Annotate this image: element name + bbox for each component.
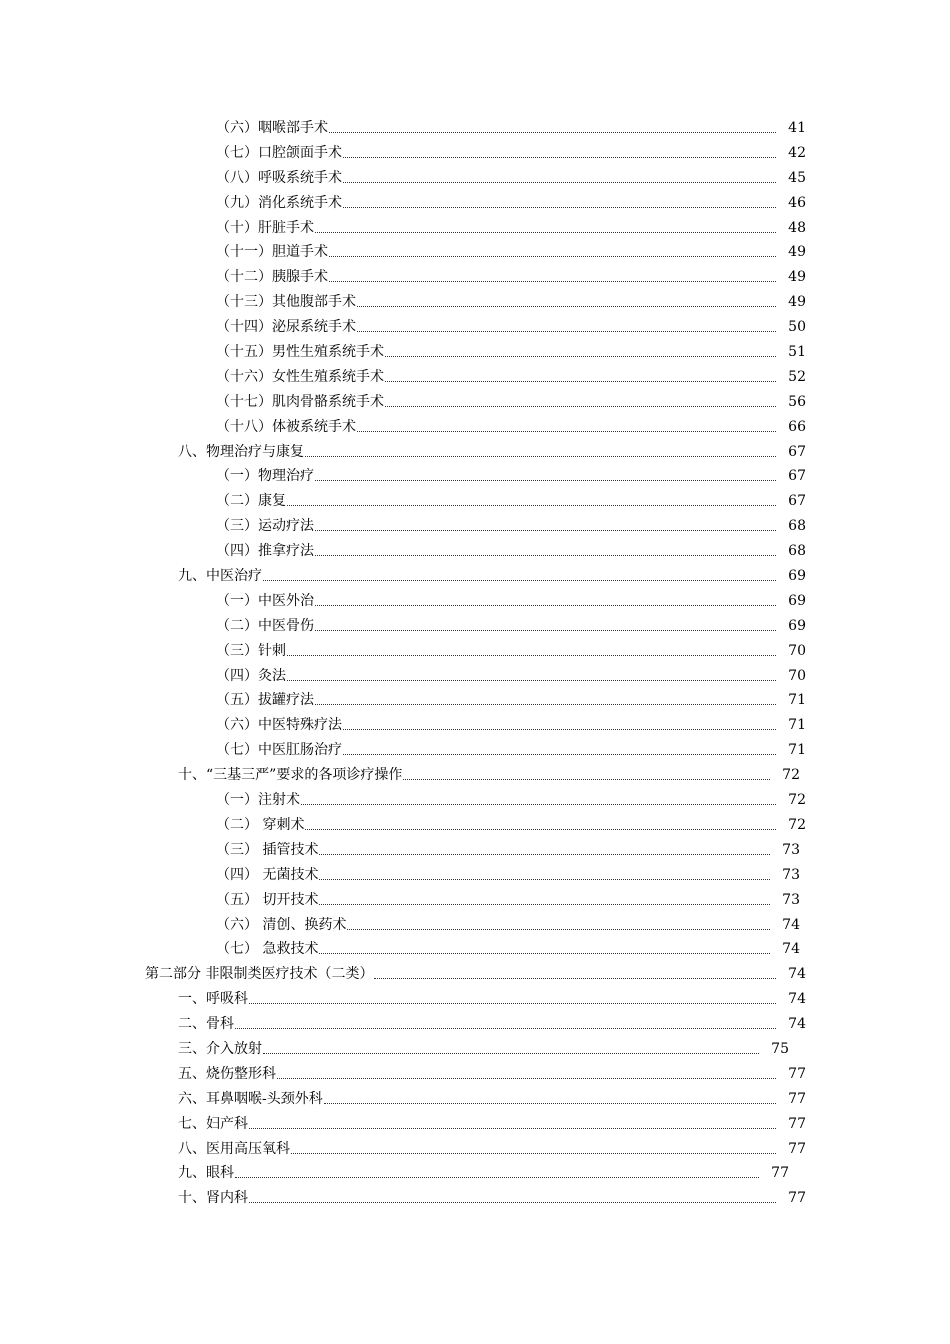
toc-entry[interactable]	[0, 514, 950, 539]
toc-entry-page-number: 70	[788, 642, 806, 659]
toc-entry-page-number: 49	[788, 244, 806, 261]
toc-entry-page-number: 66	[788, 418, 806, 435]
toc-entry[interactable]	[0, 191, 950, 216]
toc-entry[interactable]	[0, 962, 950, 987]
toc-entry-page-number: 46	[788, 194, 806, 211]
toc-entry-title: （三）运动疗法	[216, 518, 314, 535]
toc-entry-page-number: 67	[788, 443, 806, 460]
toc-entry-page-number: 51	[788, 344, 806, 361]
toc-entry-page-number: 67	[788, 493, 806, 510]
toc-entry-title: 十、“三基三严”要求的各项诊疗操作	[178, 767, 403, 784]
toc-entry[interactable]	[0, 290, 950, 315]
toc-entry-title: （六）中医特殊疗法	[216, 717, 342, 734]
dot-leader	[403, 763, 770, 788]
toc-entry-title: 九、眼科	[178, 1165, 234, 1182]
toc-entry-title: 五、烧伤整形科	[178, 1065, 276, 1082]
dot-leader	[329, 240, 776, 265]
toc-entry-page-number: 74	[788, 966, 806, 983]
toc-entry[interactable]	[0, 539, 950, 564]
toc-entry[interactable]	[0, 738, 950, 763]
toc-entry-page-number: 74	[788, 1016, 806, 1033]
toc-entry-title: （一）注射术	[216, 792, 300, 809]
toc-entry-page-number: 74	[788, 991, 806, 1008]
dot-leader	[315, 688, 776, 713]
dot-leader	[277, 1062, 776, 1087]
toc-entry-title: （七）中医肛肠治疗	[216, 742, 342, 759]
toc-entry[interactable]	[0, 863, 950, 888]
toc-entry-page-number: 69	[788, 617, 806, 634]
toc-entry[interactable]	[0, 1137, 950, 1162]
toc-entry-title: （二） 穿刺术	[216, 816, 305, 833]
toc-entry-title: 第二部分 非限制类医疗技术（二类）	[145, 966, 374, 983]
dot-leader	[305, 813, 776, 838]
toc-entry[interactable]	[0, 1012, 950, 1037]
toc-entry-title: （二）中医骨伤	[216, 617, 314, 634]
toc-entry[interactable]	[0, 390, 950, 415]
toc-entry-title: （四） 无菌技术	[216, 866, 319, 883]
toc-entry-page-number: 71	[788, 717, 806, 734]
toc-entry-page-number: 41	[788, 120, 806, 136]
dot-leader	[291, 1137, 776, 1162]
toc-entry-page-number: 71	[788, 692, 806, 709]
dot-leader	[263, 564, 776, 589]
dot-leader	[329, 116, 776, 141]
toc-entry-page-number: 74	[782, 941, 800, 958]
toc-entry[interactable]	[0, 415, 950, 440]
toc-entry-title: （十七）肌肉骨骼系统手术	[216, 393, 384, 410]
dot-leader	[357, 290, 776, 315]
dot-leader	[357, 415, 776, 440]
dot-leader	[315, 589, 776, 614]
toc-entry[interactable]	[0, 265, 950, 290]
toc-entry-title: （六） 清创、换药术	[216, 916, 347, 933]
dot-leader	[324, 1087, 776, 1112]
toc-entry-title: （十四）泌尿系统手术	[216, 319, 356, 336]
toc-entry-title: （十三）其他腹部手术	[216, 294, 356, 311]
toc-entry-title: （三）针刺	[216, 642, 286, 659]
toc-entry-page-number: 72	[788, 792, 806, 809]
dot-leader	[301, 788, 776, 813]
toc-entry-page-number: 77	[788, 1190, 806, 1207]
toc-entry[interactable]	[0, 1062, 950, 1087]
toc-entry[interactable]	[0, 1161, 950, 1186]
toc-entry-page-number: 77	[788, 1115, 806, 1132]
toc-entry[interactable]	[0, 365, 950, 390]
dot-leader	[263, 1037, 759, 1062]
dot-leader	[249, 1186, 776, 1211]
toc-entry[interactable]	[0, 888, 950, 913]
toc-entry-title: （五） 切开技术	[216, 891, 319, 908]
toc-entry-title: 九、中医治疗	[178, 568, 262, 585]
toc-entry-title: 八、医用高压氧科	[178, 1140, 290, 1157]
toc-entry-page-number: 48	[788, 219, 806, 236]
toc-entry-page-number: 50	[788, 319, 806, 336]
dot-leader	[249, 987, 776, 1012]
toc-entry[interactable]	[0, 614, 950, 639]
toc-entry-title: （七）口腔颌面手术	[216, 144, 342, 161]
toc-entry[interactable]	[0, 813, 950, 838]
dot-leader	[343, 738, 776, 763]
toc-entry-page-number: 72	[782, 767, 800, 784]
toc-entry-page-number: 77	[788, 1090, 806, 1107]
toc-entry[interactable]	[0, 713, 950, 738]
toc-entry-page-number: 68	[788, 518, 806, 535]
dot-leader	[249, 1112, 776, 1137]
toc-entry-title: （二）康复	[216, 493, 286, 510]
toc-entry[interactable]	[0, 1112, 950, 1137]
toc-entry[interactable]	[0, 1037, 950, 1062]
toc-entry[interactable]	[0, 639, 950, 664]
toc-entry-title: （六）咽喉部手术	[216, 120, 328, 136]
toc-entry-page-number: 73	[782, 866, 800, 883]
dot-leader	[287, 489, 776, 514]
toc-entry-page-number: 75	[771, 1040, 789, 1057]
dot-leader	[357, 315, 776, 340]
toc-entry-title: 十、肾内科	[178, 1190, 248, 1207]
toc-entry[interactable]	[0, 688, 950, 713]
toc-entry-title: 三、介入放射	[178, 1040, 262, 1057]
toc-entry[interactable]	[0, 913, 950, 938]
toc-entry-page-number: 70	[788, 667, 806, 684]
dot-leader	[305, 440, 776, 465]
toc-entry-page-number: 49	[788, 269, 806, 286]
toc-entry-title: 八、物理治疗与康复	[178, 443, 304, 460]
toc-entry-title: （一）中医外治	[216, 592, 314, 609]
toc-entry-page-number: 73	[782, 841, 800, 858]
toc-entry[interactable]	[0, 763, 950, 788]
toc-entry-page-number: 69	[788, 592, 806, 609]
toc-entry-page-number: 72	[788, 816, 806, 833]
toc-entry[interactable]	[0, 464, 950, 489]
toc-entry-title: （八）呼吸系统手术	[216, 169, 342, 186]
toc-entry-title: （十八）体被系统手术	[216, 418, 356, 435]
toc-entry[interactable]	[0, 937, 950, 962]
toc-entry-title: 二、骨科	[178, 1016, 234, 1033]
toc-entry[interactable]	[0, 315, 950, 340]
dot-leader	[347, 913, 770, 938]
toc-entry-page-number: 68	[788, 543, 806, 560]
dot-leader	[385, 390, 776, 415]
toc-entry-title: （一）物理治疗	[216, 468, 314, 485]
toc-entry-page-number: 45	[788, 169, 806, 186]
dot-leader	[315, 464, 776, 489]
toc-entry-title: （十）肝脏手术	[216, 219, 314, 236]
toc-entry-title: （五）拔罐疗法	[216, 692, 314, 709]
toc-entry-title: （十一）胆道手术	[216, 244, 328, 261]
dot-leader	[319, 838, 770, 863]
dot-leader	[343, 141, 776, 166]
dot-leader	[287, 639, 776, 664]
toc-entry-title: 七、妇产科	[178, 1115, 248, 1132]
toc-entry[interactable]	[0, 141, 950, 166]
toc-entry-page-number: 67	[788, 468, 806, 485]
toc-entry-title: （三） 插管技术	[216, 841, 319, 858]
table-of-contents	[0, 116, 950, 1211]
toc-entry-title: （十五）男性生殖系统手术	[216, 344, 384, 361]
toc-entry[interactable]	[0, 340, 950, 365]
toc-entry[interactable]	[0, 489, 950, 514]
toc-entry[interactable]	[0, 788, 950, 813]
toc-entry-page-number: 77	[788, 1140, 806, 1157]
toc-entry[interactable]	[0, 664, 950, 689]
toc-entry-page-number: 71	[788, 742, 806, 759]
toc-entry-title: （十二）胰腺手术	[216, 269, 328, 286]
dot-leader	[385, 340, 776, 365]
toc-entry[interactable]	[0, 838, 950, 863]
toc-entry[interactable]	[0, 440, 950, 465]
dot-leader	[319, 937, 770, 962]
toc-entry-title: （十六）女性生殖系统手术	[216, 368, 384, 385]
toc-entry[interactable]	[0, 987, 950, 1012]
toc-entry-title: （四）灸法	[216, 667, 286, 684]
toc-entry-title: 一、呼吸科	[178, 991, 248, 1008]
toc-entry-title: （九）消化系统手术	[216, 194, 342, 211]
dot-leader	[235, 1012, 776, 1037]
toc-entry[interactable]	[0, 1186, 950, 1211]
dot-leader	[315, 614, 776, 639]
toc-entry-page-number: 56	[788, 393, 806, 410]
dot-leader	[319, 888, 770, 913]
dot-leader	[319, 863, 770, 888]
toc-entry[interactable]	[0, 240, 950, 265]
dot-leader	[235, 1161, 759, 1186]
toc-entry-page-number: 69	[788, 568, 806, 585]
dot-leader	[315, 216, 776, 241]
toc-entry-title: 六、耳鼻咽喉-头颈外科	[178, 1090, 323, 1107]
dot-leader	[287, 664, 776, 689]
toc-entry-page-number: 42	[788, 144, 806, 161]
dot-leader	[374, 962, 776, 987]
toc-entry[interactable]	[0, 589, 950, 614]
dot-leader	[385, 365, 776, 390]
toc-entry-title: （四）推拿疗法	[216, 543, 314, 560]
dot-leader	[343, 713, 776, 738]
toc-entry[interactable]	[0, 564, 950, 589]
toc-entry-page-number: 77	[788, 1065, 806, 1082]
dot-leader	[315, 514, 776, 539]
toc-entry[interactable]	[0, 1087, 950, 1112]
dot-leader	[343, 191, 776, 216]
dot-leader	[315, 539, 776, 564]
toc-entry[interactable]	[0, 116, 950, 141]
toc-entry-page-number: 52	[788, 368, 806, 385]
toc-entry-title: （七） 急救技术	[216, 941, 319, 958]
toc-entry-page-number: 49	[788, 294, 806, 311]
toc-entry-page-number: 73	[782, 891, 800, 908]
toc-entry-page-number: 74	[782, 916, 800, 933]
toc-entry[interactable]	[0, 166, 950, 191]
dot-leader	[329, 265, 776, 290]
dot-leader	[343, 166, 776, 191]
toc-entry[interactable]	[0, 216, 950, 241]
toc-entry-page-number: 77	[771, 1165, 789, 1182]
